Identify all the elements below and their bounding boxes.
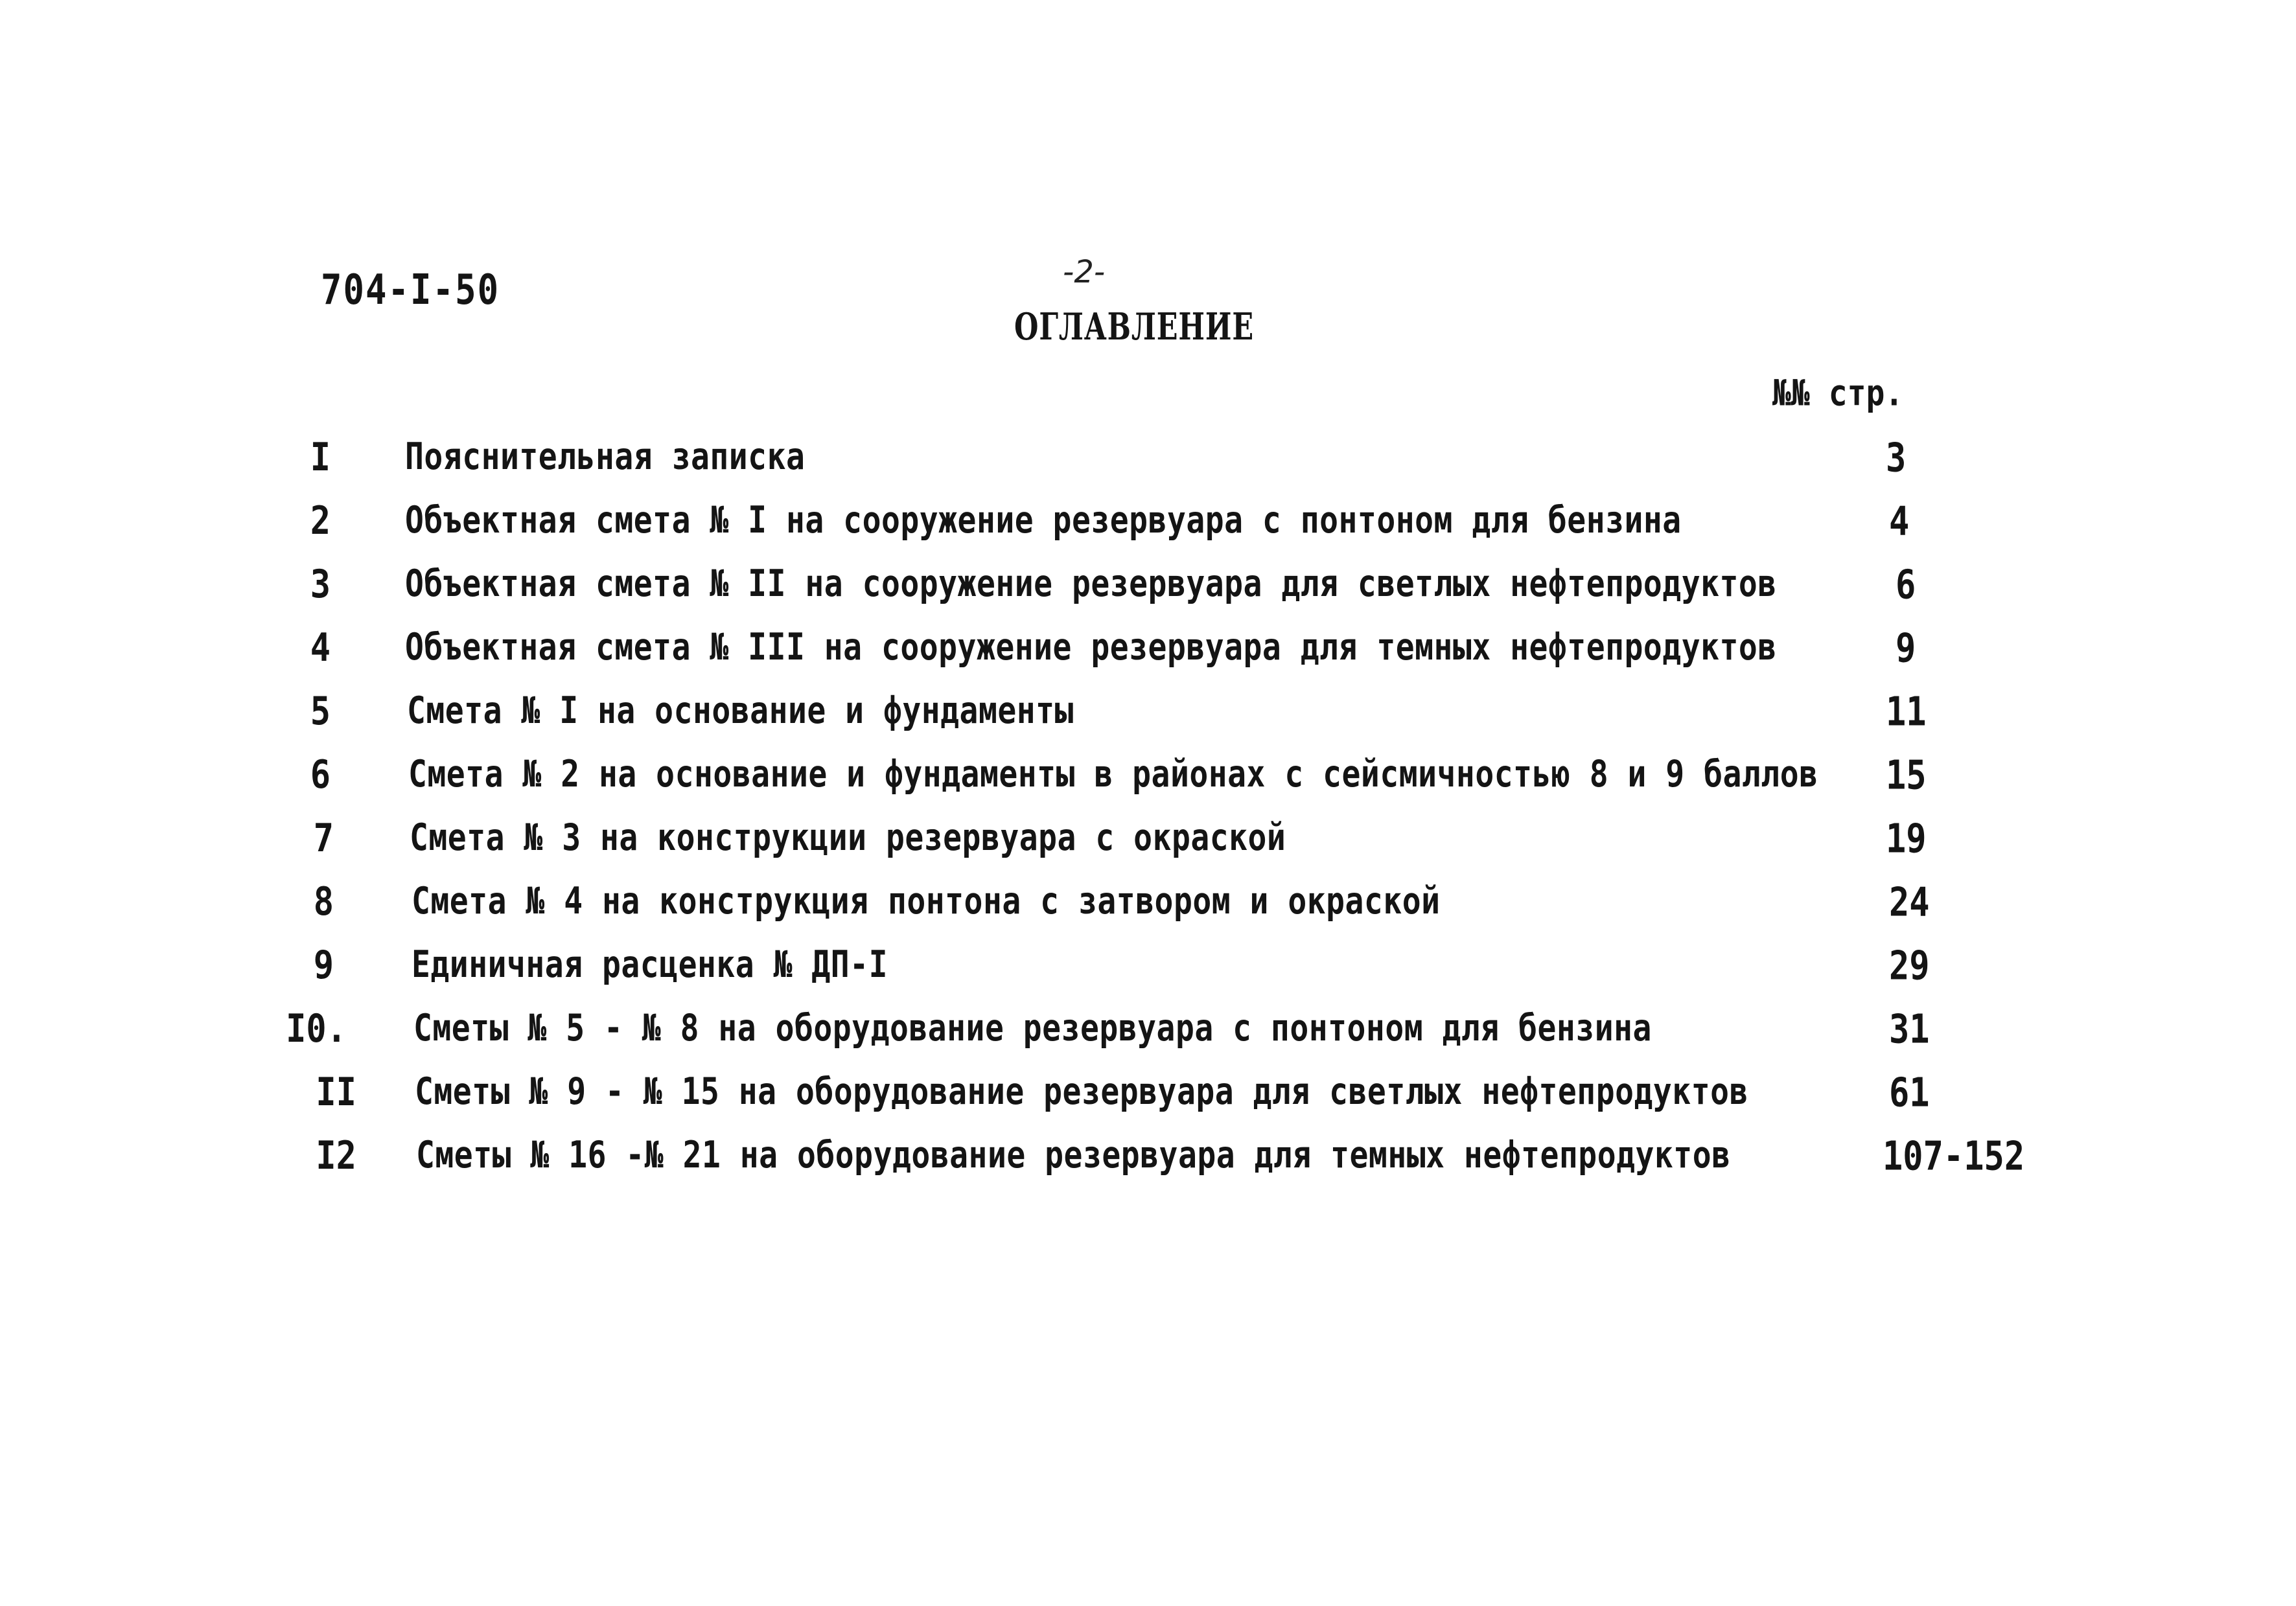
toc-row-number: I2 [316,1134,356,1178]
page-number: -2- [1063,254,1106,290]
toc-row-title: Сметы № 16 -№ 21 на оборудование резервуара для темных нефтепродуктов [416,1134,1731,1177]
toc-row-page: 4 [1889,499,1910,545]
toc-row-number: I [310,435,330,480]
toc-row-number: 4 [310,626,330,671]
toc-row-title: Объектная смета № I на сооружение резервуара с понтоном для бензина [405,499,1682,542]
toc-row-number: 9 [313,943,334,988]
toc-row-title: Смета № 3 на конструкции резервуара с окраской [410,816,1286,860]
toc-row-number: 6 [310,753,330,797]
toc-row [0,1134,2296,1192]
toc-row [0,880,2296,938]
toc-row-title: Смета № 2 на основание и фундаменты в районах с сейсмичностью 8 и 9 баллов [408,753,1818,796]
toc-row [0,689,2296,748]
toc-row-title: Объектная смета № II на сооружение резервуара для светлых нефтепродуктов [405,562,1777,606]
toc-row-page: 6 [1896,562,1916,608]
toc-row-title: Единичная расценка № ДП-I [412,943,888,987]
toc-row [0,753,2296,811]
toc-row-page: 29 [1889,943,1930,989]
toc-row-page: 11 [1886,689,1927,735]
toc-row [0,943,2296,1002]
toc-row [0,1007,2296,1065]
toc-row-page: 31 [1889,1007,1930,1053]
toc-row-number: 8 [313,880,334,924]
document-title: ОГЛАВЛЕНИЕ [1014,304,1254,349]
toc-row-number: 7 [313,816,334,861]
toc-row [0,626,2296,684]
toc-row-page: 24 [1889,880,1930,926]
toc-row-number: 2 [310,499,330,544]
toc-row-title: Смета № I на основание и фундаменты [407,689,1074,733]
toc-row [0,816,2296,875]
toc-row-page: 15 [1886,753,1927,799]
toc-row-title: Смета № 4 на конструкция понтона с затвором и окраской [412,880,1441,923]
pages-column-header: №№ стр. [1772,373,1904,415]
toc-row-number: 3 [310,562,330,607]
toc-row [0,562,2296,621]
toc-row-number: 5 [310,689,330,734]
toc-row-number: II [316,1070,356,1115]
toc-row [0,435,2296,494]
toc-row-title: Сметы № 5 - № 8 на оборудование резервуара с понтоном для бензина [413,1007,1652,1050]
document-code: 704-I-50 [321,266,500,314]
toc-row-page: 61 [1889,1070,1930,1116]
toc-row-page: 9 [1896,626,1916,672]
toc-row-page: 19 [1886,816,1927,862]
toc-row-page: 3 [1886,435,1907,481]
toc-row-title: Сметы № 9 - № 15 на оборудование резервуара для светлых нефтепродуктов [415,1070,1748,1114]
toc-row-page: 107-152 [1883,1134,2025,1180]
toc-row-title: Пояснительная записка [405,435,806,479]
toc-row-title: Объектная смета № III на сооружение резервуара для темных нефтепродуктов [405,626,1777,669]
toc-row [0,499,2296,557]
toc-row [0,1070,2296,1129]
toc-row-number: I0. [286,1007,347,1051]
